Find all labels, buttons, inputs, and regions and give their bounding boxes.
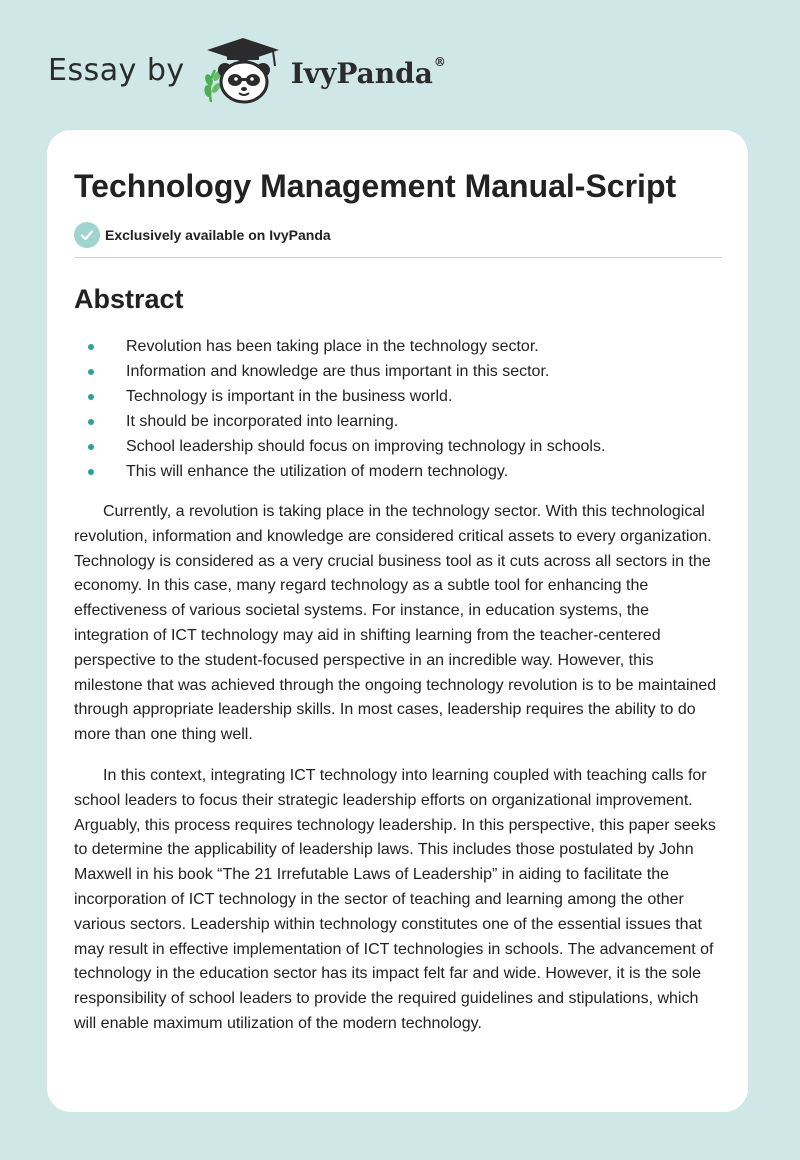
section-heading-abstract: Abstract [74,284,184,314]
brand-name[interactable] [291,57,446,90]
body-paragraph-1: Currently, a revolution is taking place in the technology sector. With this technological revolution, information and knowledge are considered critical assets to every organization. Technology is considered as a very crucial business tool as it cuts across all sectors in the economy. In this case, many regard technology as a subtle tool for enhancing the effectiveness of various societal systems. For instance, in education systems, the integration of ICT technology may aid in shifting learning from the teacher-centered perspective to the student-focused perspective in an incredible way. However, this milestone that was achieved through the ongoing technology revolution is to be maintained through appropriate leadership skills. In most cases, leadership requires the ability to do more than one thing well. [74,503,717,744]
site-header [48,36,446,108]
bullet-text: Information and knowledge are thus important in this sector. [126,363,550,380]
bullet-item [74,459,722,484]
bullet-text: It should be incorporated into learning. [126,413,399,430]
bullet-text: Revolution has been taking place in the technology sector. [126,338,539,355]
bullet-dot-icon [88,444,94,450]
brand-prefix: Essay by [48,52,185,88]
bullet-text: School leadership should focus on improving technology in schools. [126,438,606,455]
bullet-item [74,334,722,359]
bullet-dot-icon [88,419,94,425]
bullet-dot-icon [88,394,94,400]
essay-card [47,130,748,1112]
bullet-dot-icon [88,469,94,475]
brand-name-text: IvyPanda [290,56,433,90]
exclusive-badge [74,222,722,248]
essay-title: Technology Management Manual-Script [74,168,677,204]
bullet-dot-icon [88,369,94,375]
bullet-dot-icon [88,344,94,350]
panda-graduate-icon[interactable] [201,36,285,108]
exclusive-badge-text: Exclusively available on IvyPanda [105,227,331,243]
body-paragraph-2: In this context, integrating ICT technology into learning coupled with teaching calls for school leaders to focus their strategic leadership efforts on organizational improvement. Arguably, this process requires technology leadership. In this perspective, this paper seeks to determine the applicability of leadership laws. This includes those postulated by John Maxwell in his book “The 21 Irrefutable Laws of Leadership” in aiding to facilitate the incorporation of ICT technology in the sector of teaching and learning among the other various sectors. Leadership within technology constitutes one of the essential issues that may result in effective implementation of ICT technologies in schools. The advancement of technology in the education sector has its impact felt far and wide. However, it is the sole responsibility of school leaders to provide the required guidelines and stipulations, which will enable maximum utilization of the modern technology. [74,766,716,1032]
bullet-text: This will enhance the utilization of modern technology. [126,463,509,480]
divider [74,257,722,258]
bullet-item [74,359,722,384]
registered-mark: ® [433,55,446,70]
bullet-item [74,409,722,434]
check-icon [74,222,100,248]
abstract-bullet-list [74,334,722,484]
bullet-item [74,384,722,409]
bullet-item [74,434,722,459]
bullet-text: Technology is important in the business world. [126,388,453,405]
